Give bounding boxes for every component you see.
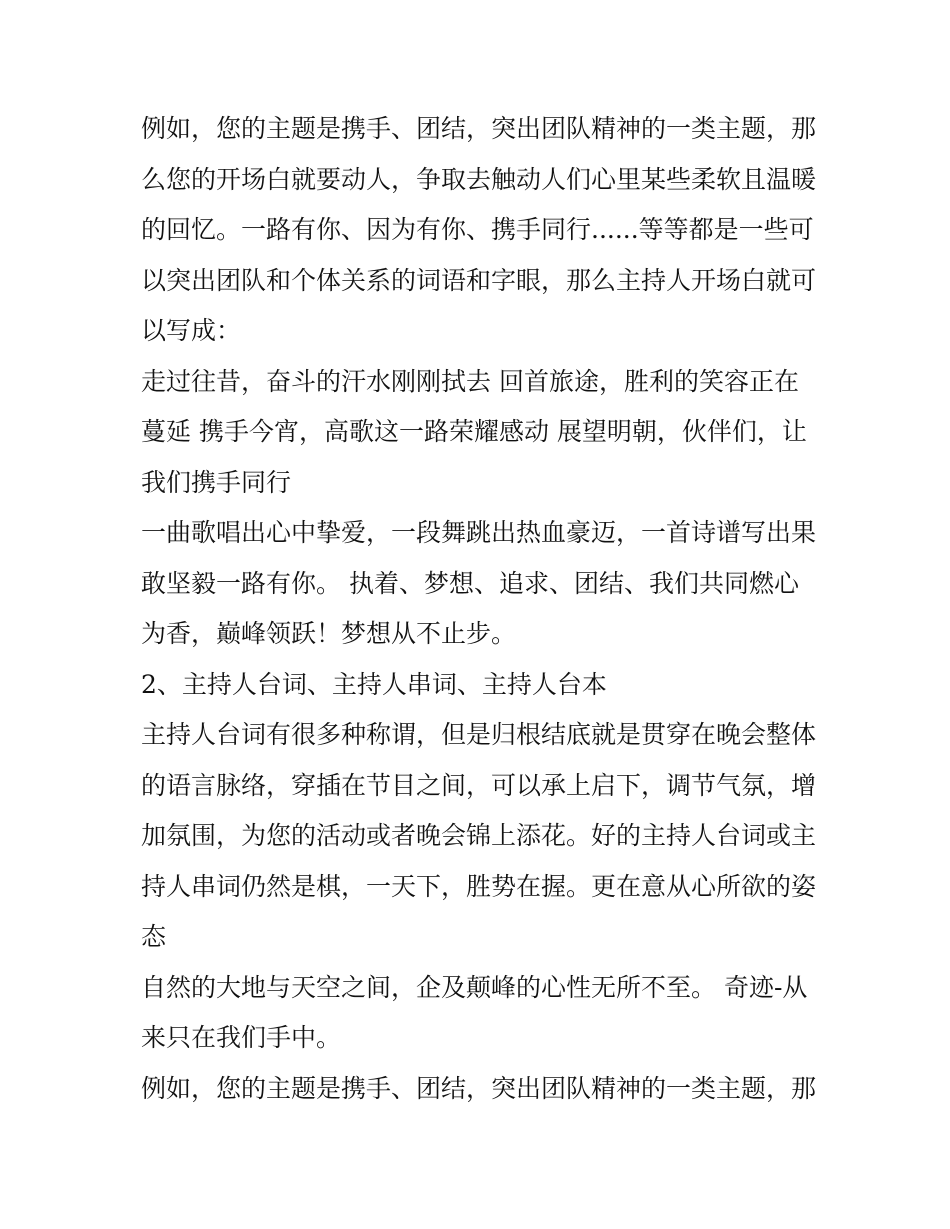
text-line: 的语言脉络，穿插在节目之间，可以承上启下，调节气氛，增 — [141, 770, 817, 800]
text-line: 例如，您的主题是携手、团结，突出团队精神的一类主题，那 — [141, 114, 817, 143]
paragraph-theme-example — [141, 104, 817, 357]
paragraph-song-dance — [141, 508, 817, 660]
text-line: 我们携手同行 — [141, 467, 292, 497]
text-line: 主持人台词有很多种称谓，但是归根结底就是贯穿在晚会整体 — [141, 720, 817, 749]
document-body — [141, 104, 817, 1114]
text-line: 态 — [141, 922, 167, 951]
text-line: 的回忆。一路有你、因为有你、携手同行......等等都是一些可 — [141, 215, 814, 244]
text-line: 以写成： — [141, 316, 242, 345]
heading-line: 2、主持人台词、主持人串词、主持人台本 — [141, 669, 607, 699]
paragraph-theme-example-repeat — [141, 1064, 817, 1115]
paragraph-nature — [141, 963, 813, 1064]
text-line: 走过往昔，奋斗的汗水刚刚拭去 回首旅途，胜利的笑容正在 — [141, 366, 799, 396]
text-line: 一曲歌唱出心中挚爱，一段舞跳出热血豪迈，一首诗谱写出果 — [141, 518, 817, 547]
text-line: 蔓延 携手今宵，高歌这一路荣耀感动 展望明朝，伙伴们，让 — [141, 417, 807, 446]
text-line: 例如，您的主题是携手、团结，突出团队精神的一类主题，那 — [141, 1073, 817, 1103]
text-line: 自然的大地与天空之间，企及颠峰的心性无所不至。 奇迹-从 — [141, 972, 808, 1002]
text-line: 加氛围，为您的活动或者晚会锦上添花。好的主持人台词或主 — [141, 821, 817, 850]
paragraph-host-lines — [141, 710, 817, 963]
section-heading — [141, 660, 813, 711]
text-line: 来只在我们手中。 — [141, 1023, 342, 1052]
text-line: 为香，巅峰领跃！梦想从不止步。 — [141, 619, 517, 648]
text-line: 敢坚毅一路有你。 执着、梦想、追求、团结、我们共同燃心 — [141, 568, 799, 598]
text-line: 么您的开场白就要动人，争取去触动人们心里某些柔软且温暖 — [141, 164, 817, 194]
text-line: 持人串词仍然是棋，一天下，胜势在握。更在意从心所欲的姿 — [141, 871, 817, 901]
text-line: 以突出团队和个体关系的词语和字眼，那么主持人开场白就可 — [141, 265, 817, 295]
paragraph-opening-lines — [141, 357, 813, 509]
